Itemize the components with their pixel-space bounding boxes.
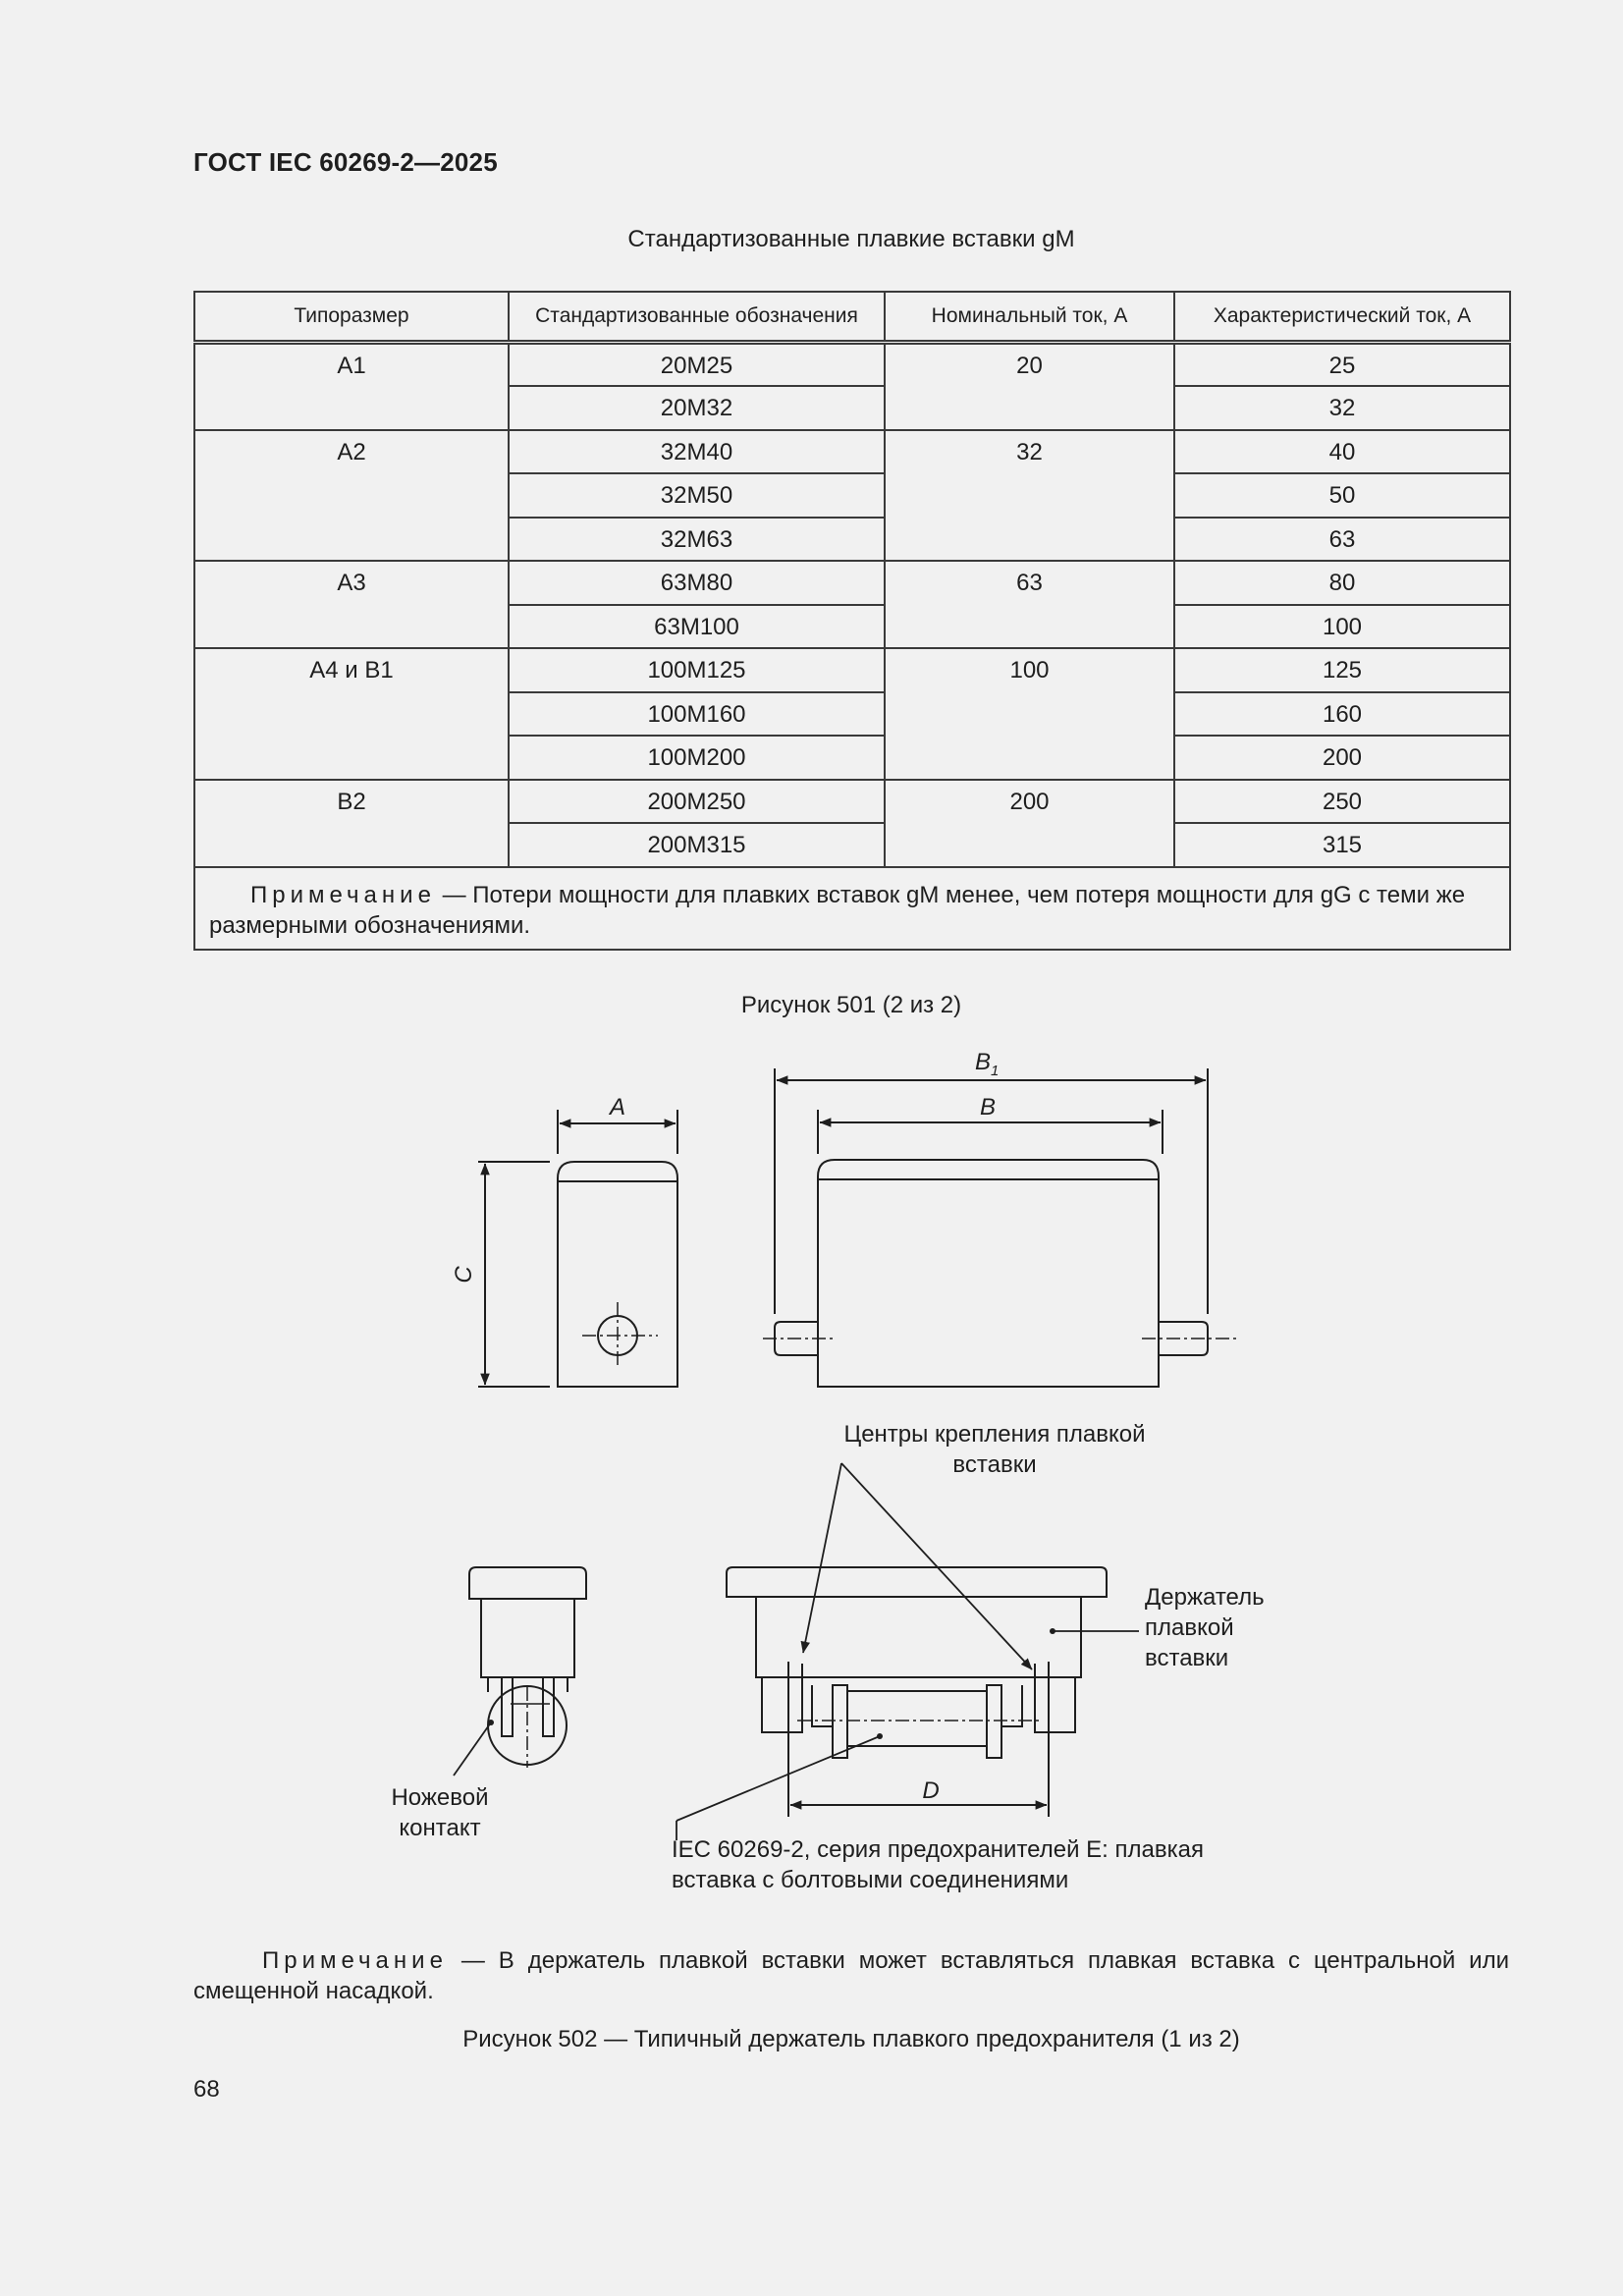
side-view-fuse xyxy=(478,1110,677,1387)
nominal-current-cell: 20 xyxy=(885,343,1174,430)
dim-label-a: A xyxy=(609,1094,626,1121)
column-header: Номинальный ток, А xyxy=(885,292,1174,343)
note-text: — Потери мощности для плавких вставок gM менее, чем потеря мощности для gG с теми же размерными обозначениями. xyxy=(209,881,1466,939)
designation-cell: 20М25 xyxy=(509,343,885,387)
char-current-cell: 315 xyxy=(1174,823,1510,867)
column-header: Стандартизованные обозначения xyxy=(509,292,885,343)
column-header: Типоразмер xyxy=(194,292,509,343)
designation-cell: 200М315 xyxy=(509,823,885,867)
label-fuse-series: IEC 60269-2, серия предохранителей Е: плавкая вставка с болтовыми соединениями xyxy=(672,1836,1204,1893)
designation-cell: 100М125 xyxy=(509,648,885,692)
size-cell: А3 xyxy=(194,561,509,648)
dim-label-d: D xyxy=(922,1777,940,1804)
label-knife-contact: Ножевой контакт xyxy=(391,1784,489,1841)
designation-cell: 100М200 xyxy=(509,736,885,780)
designation-cell: 100М160 xyxy=(509,692,885,737)
designation-cell: 32М50 xyxy=(509,473,885,518)
table-caption: Стандартизованные плавкие вставки gM xyxy=(627,226,1075,252)
designation-cell: 63М100 xyxy=(509,605,885,649)
char-current-cell: 63 xyxy=(1174,518,1510,562)
char-current-cell: 125 xyxy=(1174,648,1510,692)
char-current-cell: 100 xyxy=(1174,605,1510,649)
char-current-cell: 40 xyxy=(1174,430,1510,474)
designation-cell: 20М32 xyxy=(509,386,885,430)
side-view-holder xyxy=(454,1567,586,1776)
label-fuse-holder: Держатель плавкой вставки xyxy=(1145,1584,1265,1671)
figure-note xyxy=(193,1945,1509,2006)
page-number: 68 xyxy=(193,2076,220,2103)
front-view-fuse xyxy=(763,1068,1239,1387)
front-view-holder xyxy=(676,1463,1139,1840)
char-current-cell: 80 xyxy=(1174,561,1510,605)
nominal-current-cell: 200 xyxy=(885,780,1174,867)
designation-cell: 32М40 xyxy=(509,430,885,474)
note2-text: — В держатель плавкой вставки может вставляться плавкая вставка с центральной или смещенной насадкой. xyxy=(193,1947,1509,2004)
char-current-cell: 200 xyxy=(1174,736,1510,780)
char-current-cell: 32 xyxy=(1174,386,1510,430)
figure-501-caption: Рисунок 501 (2 из 2) xyxy=(740,992,962,1018)
note2-label: Примечание xyxy=(262,1947,448,1974)
label-fixing-centres: Центры крепления плавкой вставки xyxy=(843,1421,1146,1478)
char-current-cell: 160 xyxy=(1174,692,1510,737)
dim-label-b: B xyxy=(979,1094,997,1121)
column-header: Характеристический ток, А xyxy=(1174,292,1510,343)
document-header: ГОСТ IEC 60269-2—2025 xyxy=(193,147,498,177)
nominal-current-cell: 32 xyxy=(885,430,1174,562)
size-cell: А4 и В1 xyxy=(194,648,509,780)
designation-cell: 32М63 xyxy=(509,518,885,562)
figure-502-caption: Рисунок 502 — Типичный держатель плавкого предохранителя (1 из 2) xyxy=(462,2026,1240,2052)
size-cell: В2 xyxy=(194,780,509,867)
char-current-cell: 50 xyxy=(1174,473,1510,518)
note-label: Примечание xyxy=(250,881,436,908)
size-cell: А1 xyxy=(194,343,509,430)
nominal-current-cell: 63 xyxy=(885,561,1174,648)
dim-label-c: C xyxy=(451,1266,477,1284)
nominal-current-cell: 100 xyxy=(885,648,1174,780)
dim-label-b1: $B_1$ xyxy=(975,1049,1000,1079)
designation-cell: 200М250 xyxy=(509,780,885,824)
char-current-cell: 25 xyxy=(1174,343,1510,387)
size-cell: А2 xyxy=(194,430,509,562)
char-current-cell: 250 xyxy=(1174,780,1510,824)
designation-cell: 63М80 xyxy=(509,561,885,605)
